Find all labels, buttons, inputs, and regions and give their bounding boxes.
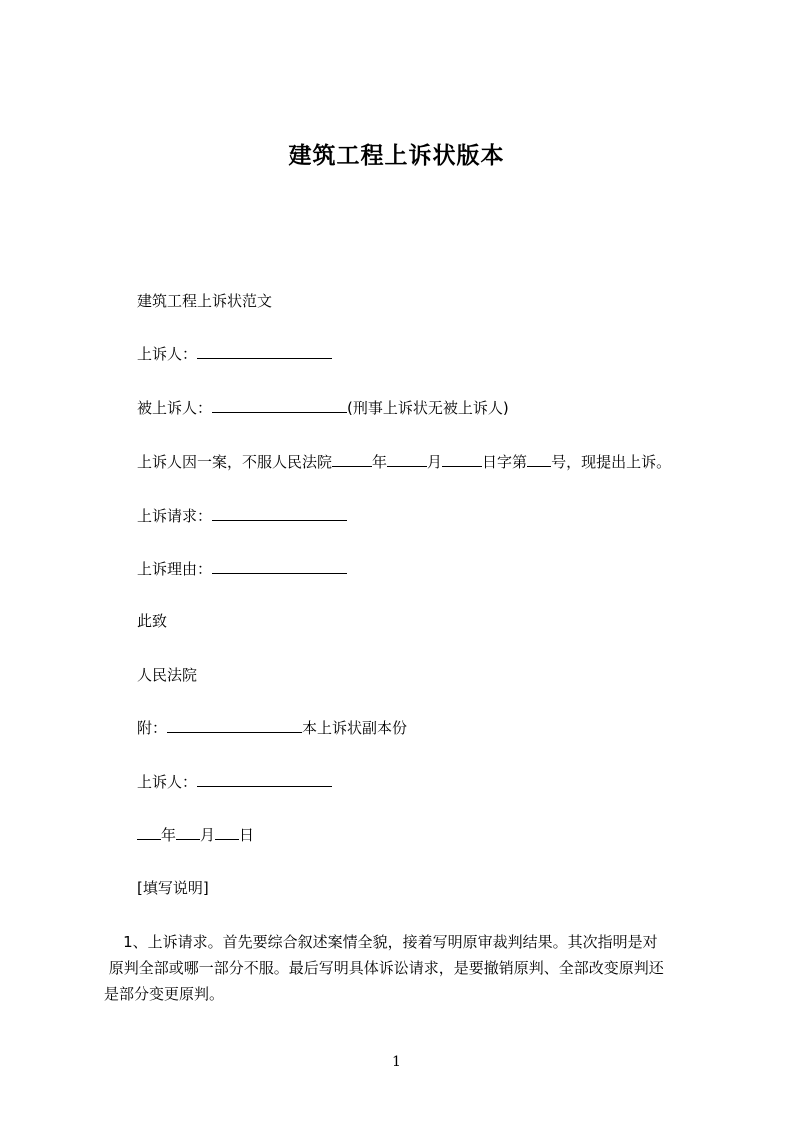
case-year-label: 年 [372, 453, 388, 471]
date-month-blank [176, 824, 200, 840]
date-day-blank [215, 824, 239, 840]
appellant-line [137, 343, 332, 365]
date-line [137, 824, 254, 846]
appellee-blank [212, 397, 347, 413]
instruction-paragraph [104, 929, 716, 1007]
page-title: 建筑工程上诉状版本 [288, 143, 505, 169]
appellee-line [137, 397, 509, 419]
case-end-text: 号，现提出上诉。 [551, 453, 672, 471]
case-number-blank [527, 451, 551, 467]
date-year-label: 年 [161, 826, 177, 844]
paragraph-line: 是部分变更原判。 [104, 985, 225, 1003]
court-line [137, 664, 197, 686]
appellee-label: 被上诉人： [137, 399, 213, 417]
date-year-blank [137, 824, 161, 840]
appellant2-label: 上诉人： [137, 773, 198, 791]
case-line [137, 451, 671, 473]
reason-line [137, 558, 347, 580]
date-day-label: 日 [239, 826, 255, 844]
subtitle-text: 建筑工程上诉状范文 [137, 292, 273, 310]
case-day-label: 日字第 [482, 453, 528, 471]
case-month-blank [387, 451, 427, 467]
request-label: 上诉请求： [137, 507, 213, 525]
date-month-label: 月 [200, 826, 216, 844]
attach-blank [167, 717, 302, 733]
paragraph-line: 1、上诉请求。首先要综合叙述案情全貌，接着写明原审裁判结果。其次指明是对 [104, 933, 658, 951]
appellant2-line [137, 771, 332, 793]
attach-end-text: 本上诉状副本份 [302, 719, 408, 737]
page-number: 1 [392, 1054, 401, 1070]
attach-line [137, 717, 407, 739]
instructions-heading [137, 877, 209, 899]
request-line [137, 505, 347, 527]
appellant-blank [197, 343, 332, 359]
case-day-blank [442, 451, 482, 467]
salute-line [137, 610, 167, 632]
appellee-note: (刑事上诉状无被上诉人) [347, 399, 509, 417]
case-text: 上诉人因一案，不服人民法院 [137, 453, 333, 471]
request-blank [212, 505, 347, 521]
case-month-label: 月 [427, 453, 443, 471]
subtitle [137, 290, 272, 312]
salute-text: 此致 [137, 612, 168, 630]
case-year-blank [332, 451, 372, 467]
paragraph-line: 原判全部或哪一部分不服。最后写明具体诉讼请求，是要撤销原判、全部改变原判还 [104, 959, 664, 977]
reason-blank [212, 558, 347, 574]
appellant-label: 上诉人： [137, 345, 198, 363]
appellant2-blank [197, 771, 332, 787]
reason-label: 上诉理由： [137, 560, 213, 578]
attach-label: 附： [137, 719, 168, 737]
instructions-text: [填写说明] [137, 879, 209, 897]
court-text: 人民法院 [137, 666, 198, 684]
